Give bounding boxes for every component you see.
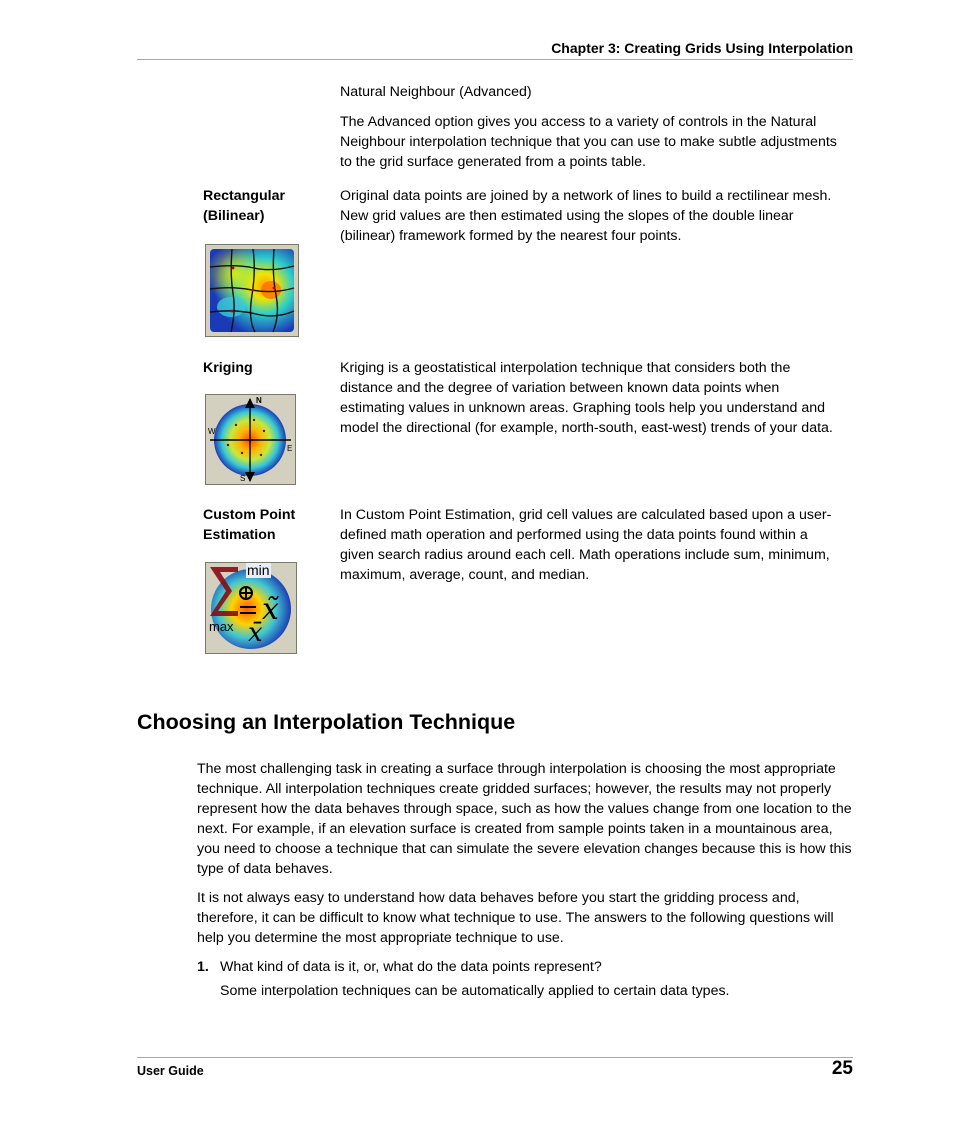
label-line: Rectangular xyxy=(203,188,285,204)
label-line: Custom Point xyxy=(203,507,296,523)
max-label: max xyxy=(209,619,234,634)
running-header: Chapter 3: Creating Grids Using Interpolation xyxy=(551,40,853,56)
section-paragraph: It is not always easy to understand how data behaves before you start the gridding process and, therefore, it can be difficult to know what technique to use. The answers to the following questions will help you determine the most appropriate technique to use. xyxy=(197,890,834,946)
compass-letter-w: W xyxy=(208,427,216,436)
list-question: What kind of data is it, or, what do the data points represent? xyxy=(220,959,602,975)
technique-label-custom-point xyxy=(203,505,295,545)
natural-neighbour-text: The Advanced option gives you access to a variety of controls in the Natural Neighbour interpolation technique that you can use to make subtle adjustments to the grid surface generated from a points table. xyxy=(340,114,837,170)
label-line: Estimation xyxy=(203,527,276,543)
compass-letter-n: N xyxy=(256,396,262,405)
compass-letter-e: E xyxy=(287,444,293,453)
header-rule xyxy=(137,59,853,60)
page-number: 25 xyxy=(831,1058,853,1079)
footer-rule xyxy=(137,1057,853,1058)
compass-letter-s: S xyxy=(240,474,246,483)
technique-text-rectangular: Original data points are joined by a network of lines to build a rectilinear mesh. New grid values are then estimated using the slopes of the double linear (bilinear) framework formed by the nearest four points. xyxy=(340,188,832,244)
list-number: 1. xyxy=(197,959,209,975)
section-title: Choosing an Interpolation Technique xyxy=(137,710,516,734)
footer-label: User Guide xyxy=(137,1064,204,1078)
svg-text:x̄: x̄ xyxy=(248,618,263,648)
technique-text-custom-point: In Custom Point Estimation, grid cell values are calculated based upon a user-defined math operation and performed using the data points found within a given search radius around each cell. Math operations include sum, minimum, maximum, average, count, and median. xyxy=(340,507,832,583)
technique-label-kriging xyxy=(203,358,253,378)
section-paragraph: The most challenging task in creating a surface through interpolation is choosing the most appropriate technique. All interpolation techniques create gridded surfaces; however, the results may not properly represent how the data behaves through space, such as how the values change from one location to the next. For example, if an elevation surface is created from sample points taken in a mountainous area, you need to choose a technique that can simulate the severe elevation changes because this is how this type of data behaves. xyxy=(197,761,852,877)
custom-point-estimation-icon xyxy=(205,562,297,654)
technique-label-rectangular xyxy=(203,186,285,226)
natural-neighbour-heading: Natural Neighbour (Advanced) xyxy=(340,84,532,100)
rectangular-bilinear-icon xyxy=(205,244,299,337)
kriging-compass-icon xyxy=(205,394,296,485)
min-label: min xyxy=(247,562,270,578)
svg-text:x̃: x̃ xyxy=(262,592,279,627)
label-line: (Bilinear) xyxy=(203,208,265,224)
label-line: Kriging xyxy=(203,360,253,376)
list-answer: Some interpolation techniques can be automatically applied to certain data types. xyxy=(220,983,730,999)
technique-text-kriging: Kriging is a geostatistical interpolation technique that considers both the distance and the degree of variation between known data points when estimating values in unknown areas. Graphing tools help you understand and model the directional (for example, north-south, east-west) trends of your data. xyxy=(340,360,833,436)
